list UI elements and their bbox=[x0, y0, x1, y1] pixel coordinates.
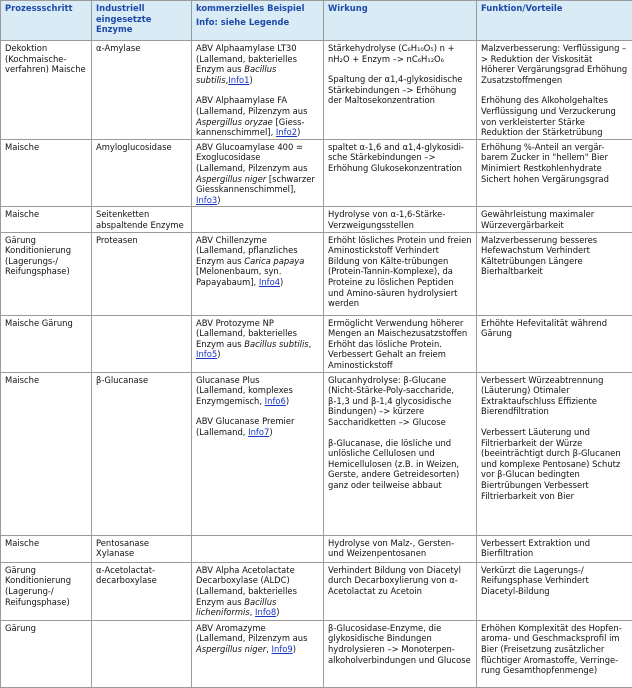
process-step: Gärung Konditionierung (Lagerung-/ Reifungsphase) bbox=[5, 564, 72, 607]
info-link[interactable]: Info2 bbox=[275, 127, 298, 138]
enzyme-name: Pentosanase Xylanase bbox=[96, 537, 150, 559]
process-step-cell bbox=[1, 41, 92, 140]
product-supplier: (Lallemand, bbox=[196, 427, 249, 438]
example-cell bbox=[192, 139, 324, 207]
effect-cell bbox=[324, 315, 477, 372]
effect-cell bbox=[324, 535, 477, 562]
process-step-cell bbox=[1, 562, 92, 620]
enzyme-cell bbox=[92, 535, 192, 562]
effect-text: Hydrolyse von Malz-, Gersten- und Weizenpentosanen bbox=[328, 537, 455, 559]
function-text: Verkürzt die Lagerungs-/ Reifungsphase Verhindert Diacetyl-Bildung bbox=[481, 564, 589, 597]
process-step-cell bbox=[1, 315, 92, 372]
product-source-note: , bbox=[308, 338, 312, 349]
product-block bbox=[196, 416, 319, 437]
process-step-cell bbox=[1, 207, 92, 232]
process-step: Dekoktion (Kochmaische-verfahren) Maische bbox=[5, 43, 86, 75]
product-suffix: ) bbox=[297, 127, 301, 138]
enzyme-cell bbox=[92, 562, 192, 620]
table-row bbox=[1, 372, 632, 535]
product-block bbox=[196, 623, 319, 655]
process-step: Maische bbox=[5, 209, 40, 220]
product-block bbox=[196, 235, 319, 288]
enzyme-name: Proteasen bbox=[96, 234, 138, 245]
function-text: Malzverbesserung besseres Hefewachstum Verhindert Kältetrübungen Längere Bierhaltbarkeit bbox=[481, 234, 598, 277]
effect-cell bbox=[324, 207, 477, 232]
header-row bbox=[1, 1, 632, 41]
process-step: Maische bbox=[5, 141, 40, 152]
effect-cell bbox=[324, 139, 477, 207]
function-cell bbox=[477, 139, 632, 207]
example-cell bbox=[192, 535, 324, 562]
function-cell bbox=[477, 41, 632, 140]
product-suffix: ) bbox=[276, 607, 280, 618]
function-cell bbox=[477, 207, 632, 232]
product-name: ABV Glucoamylase 400 = Exoglucosidase bbox=[196, 141, 304, 163]
example-cell bbox=[192, 207, 324, 232]
example-cell bbox=[192, 315, 324, 372]
product-name: ABV Protozyme NP bbox=[196, 317, 274, 328]
product-source-note: [schwarzer Giesskannenschimmel], bbox=[196, 173, 315, 195]
function-text: Gewährleistung maximaler Würzevergärbarkeit bbox=[481, 209, 595, 231]
process-step-cell bbox=[1, 620, 92, 687]
example-cell bbox=[192, 232, 324, 315]
info-link[interactable]: Info5 bbox=[196, 349, 218, 360]
function-text: Verbessert Läuterung und Filtrierbarkeit der Würze (beeinträchtigt durch β-Glucanen und komplexe Pentosane) Schutz vor β-Glucan bedingten Biertrübungen Verbessert Filtrierbarkeit von Bier bbox=[481, 427, 621, 501]
function-text: Verbessert Würzeabtrennung (Läuterung) Otimaler Extraktaufschluss Effiziente Bierendfiltration bbox=[481, 374, 604, 417]
header-function: Funktion/Vorteile bbox=[477, 1, 632, 41]
process-step-cell bbox=[1, 139, 92, 207]
product-supplier: (Lallemand, pflanzliches Enzym aus bbox=[196, 245, 298, 266]
process-step-cell bbox=[1, 232, 92, 315]
function-cell bbox=[477, 562, 632, 620]
enzyme-cell bbox=[92, 372, 192, 535]
function-text: Erhöhte Hefevitalität während Gärung bbox=[481, 317, 608, 339]
function-cell bbox=[477, 620, 632, 687]
table-row bbox=[1, 207, 632, 232]
product-suffix: ) bbox=[285, 395, 290, 406]
example-cell bbox=[192, 562, 324, 620]
function-cell bbox=[477, 315, 632, 372]
function-text: Malzverbesserung: Verflüssigung –> Reduktion der Viskosität Höherer Vergärungsgrad Erhöhung Zusatzstoffmengen bbox=[481, 43, 628, 85]
product-source: Aspergillus niger bbox=[196, 644, 267, 655]
process-step: Gärung Konditionierung (Lagerungs-/ Reifungsphase) bbox=[5, 234, 72, 277]
product-suffix: ) bbox=[217, 194, 221, 205]
product-supplier: (Lallemand, Pilzenzym aus bbox=[196, 633, 308, 644]
product-name: ABV Chillenzyme bbox=[196, 234, 267, 245]
effect-text: β-Glucosidase-Enzyme, die glykosidische Bindungen hydrolysieren –> Monoterpen-alkoholverbindungen und Glucose bbox=[328, 622, 471, 665]
info-link[interactable]: Info7 bbox=[248, 427, 270, 438]
effect-text: Stärkehydrolyse (C₆H₁₀O₅) n + nH₂O + Enzym –> nC₆H₁₂O₆ bbox=[328, 43, 455, 64]
effect-cell bbox=[324, 41, 477, 140]
table-row bbox=[1, 315, 632, 372]
product-suffix: ) bbox=[269, 427, 273, 438]
product-name: ABV Aromazyme bbox=[196, 622, 266, 633]
product-source-note: [Giess-kannenschimmel], bbox=[196, 116, 305, 138]
product-suffix: ) bbox=[249, 74, 253, 85]
product-source: Bacillus subtilis bbox=[196, 64, 277, 85]
process-step: Maische bbox=[5, 374, 40, 385]
table-row bbox=[1, 41, 632, 140]
effect-text: Glucanhydrolyse: β-Glucane (Nicht-Stärke-Poly-saccharide, β-1,3 und β-1,4 glycosidische Bindungen) –> kürzere Saccharidketten –> Glucose bbox=[328, 374, 455, 428]
product-block bbox=[196, 375, 319, 407]
enzyme-cell bbox=[92, 139, 192, 207]
product-supplier: (Lallemand, bakterielles Enzym aus bbox=[196, 53, 297, 75]
process-step-cell bbox=[1, 372, 92, 535]
product-block bbox=[196, 318, 319, 360]
product-source-note: , bbox=[249, 607, 256, 618]
effect-text: spaltet α-1,6 and α1,4-glykosidi-sche Stärkebindungen –> Erhöhung Glukosekonzentration bbox=[328, 141, 464, 174]
header-effect: Wirkung bbox=[324, 1, 477, 41]
product-supplier: (Lallemand, Pilzenzym aus bbox=[196, 163, 308, 174]
header-process-step: Prozessschritt bbox=[1, 1, 92, 41]
product-block bbox=[196, 142, 319, 206]
table-row bbox=[1, 139, 632, 207]
process-step: Gärung bbox=[5, 622, 36, 633]
enzyme-name: β-Glucanase bbox=[96, 374, 149, 385]
product-source-note: , bbox=[225, 74, 229, 85]
example-cell bbox=[192, 620, 324, 687]
process-step: Maische bbox=[5, 537, 40, 548]
enzyme-name: Amyloglucosidase bbox=[96, 141, 172, 152]
function-cell bbox=[477, 535, 632, 562]
product-source: Bacillus licheniformis bbox=[196, 596, 277, 618]
function-cell bbox=[477, 232, 632, 315]
header-enzymes: Industriell eingesetzte Enzyme bbox=[92, 1, 192, 41]
product-source: Bacillus subtilis bbox=[244, 338, 309, 349]
product-source-note: , bbox=[266, 644, 272, 655]
table-row bbox=[1, 232, 632, 315]
header-commercial-example bbox=[192, 1, 324, 41]
function-text: Erhöhung %-Anteil an vergär-barem Zucker in "hellem" Bier Minimiert Restkohlenhydrate Sichert hohen Vergärungsgrad bbox=[481, 141, 609, 184]
process-step: Maische Gärung bbox=[5, 317, 73, 328]
function-text: Erhöhung des Alkoholgehaltes Verflüssigung und Verzuckerung von verkleisterter Stärke Reduktion der Stärketrübung bbox=[481, 95, 616, 138]
enzyme-cell bbox=[92, 620, 192, 687]
product-source: Aspergillus niger bbox=[196, 173, 267, 184]
effect-text: Spaltung der α1,4-glykosidische Stärkebindungen –> Erhöhung der Maltosekonzentration bbox=[328, 74, 463, 106]
function-cell bbox=[477, 372, 632, 535]
enzyme-cell bbox=[92, 232, 192, 315]
effect-cell bbox=[324, 232, 477, 315]
enzyme-name: α-Amylase bbox=[96, 43, 141, 53]
info-link[interactable]: Info8 bbox=[255, 607, 277, 618]
enzyme-name: Seitenketten abspaltende Enzyme bbox=[96, 209, 184, 231]
info-link[interactable]: Info1 bbox=[228, 74, 250, 85]
effect-text: Verhindert Bildung von Diacetyl durch Decarboxylierung von α-Acetolactat zu Acetoin bbox=[328, 564, 461, 597]
header-example-label: kommerzielles Beispiel bbox=[196, 3, 305, 13]
effect-cell bbox=[324, 620, 477, 687]
enzyme-cell bbox=[92, 315, 192, 372]
enzyme-cell bbox=[92, 41, 192, 140]
header-example-legend: Info: siehe Legende bbox=[196, 16, 290, 27]
product-suffix: ) bbox=[217, 349, 221, 360]
effect-cell bbox=[324, 562, 477, 620]
effect-text: Hydrolyse von α-1,6-Stärke-Verzweigungsstellen bbox=[328, 209, 446, 231]
enzyme-cell bbox=[92, 207, 192, 232]
process-step-cell bbox=[1, 535, 92, 562]
example-cell bbox=[192, 372, 324, 535]
product-block bbox=[196, 565, 319, 618]
product-name: ABV Alpha Acetolactate Decarboxylase (ALDC) bbox=[196, 564, 295, 586]
product-source: Aspergillus oryzae bbox=[196, 116, 273, 127]
product-source: Carica papaya bbox=[244, 255, 305, 266]
table-row bbox=[1, 535, 632, 562]
info-link[interactable]: Info6 bbox=[264, 395, 286, 406]
table-row bbox=[1, 620, 632, 687]
effect-cell bbox=[324, 372, 477, 535]
effect-text: Erhöht lösliches Protein und freien Aminostickstoff Verhindert Bildung von Kälte-trübungen (Protein-Tannin-Komplexe), da Proteine zu löslichen Peptiden und Amino-säuren hydrolysiert werden bbox=[328, 234, 472, 309]
product-supplier: (Lallemand, komplexes Enzymgemisch, bbox=[196, 385, 293, 406]
product-name: ABV Glucanase Premier bbox=[196, 416, 295, 427]
effect-text: β-Glucanase, die lösliche und unlösliche Cellulosen und Hemicellulosen (z.B. in Weizen, Gerste, andere Getreidesorten) ganz oder teilweise abbaut bbox=[328, 437, 460, 491]
product-supplier: (Lallemand, bakterielles Enzym aus bbox=[196, 328, 297, 349]
info-link[interactable]: Info9 bbox=[271, 644, 293, 655]
table-row bbox=[1, 562, 632, 620]
function-text: Verbessert Extraktion und Bierfiltration bbox=[481, 537, 591, 559]
product-source-note: [Melonenbaum, syn. Papayabaum], bbox=[196, 266, 282, 288]
product-block bbox=[196, 95, 319, 137]
product-name: ABV Alphaamylase FA bbox=[196, 95, 288, 106]
info-link[interactable]: Info4 bbox=[258, 277, 281, 288]
enzyme-name: α-Acetolactat-decarboxylase bbox=[96, 564, 157, 586]
info-link[interactable]: Info3 bbox=[196, 194, 218, 205]
product-name: Glucanase Plus bbox=[196, 374, 260, 385]
product-suffix: ) bbox=[292, 644, 296, 655]
table-body bbox=[1, 41, 632, 688]
product-suffix: ) bbox=[280, 277, 284, 288]
example-cell bbox=[192, 41, 324, 140]
product-supplier: (Lallemand, Pilzenzym aus bbox=[196, 105, 308, 116]
product-supplier: (Lallemand, bakterielles Enzym aus bbox=[196, 586, 297, 607]
function-text: Erhöhen Komplexität des Hopfen-aroma- und Geschmacksprofil im Bier (Freisetzung zusätzlicher flüchtiger Aromastoffe, Verringe-rung Gesamthopfenmenge) bbox=[481, 622, 622, 676]
product-block bbox=[196, 43, 319, 85]
product-name: ABV Alphaamylase LT30 bbox=[196, 43, 297, 53]
effect-text: Ermöglicht Verwendung höherer Mengen an Maischezusatzstoffen Erhöht das lösliche Protein. Verbessert Gehalt an freiem Aminostickstoff bbox=[328, 317, 468, 371]
